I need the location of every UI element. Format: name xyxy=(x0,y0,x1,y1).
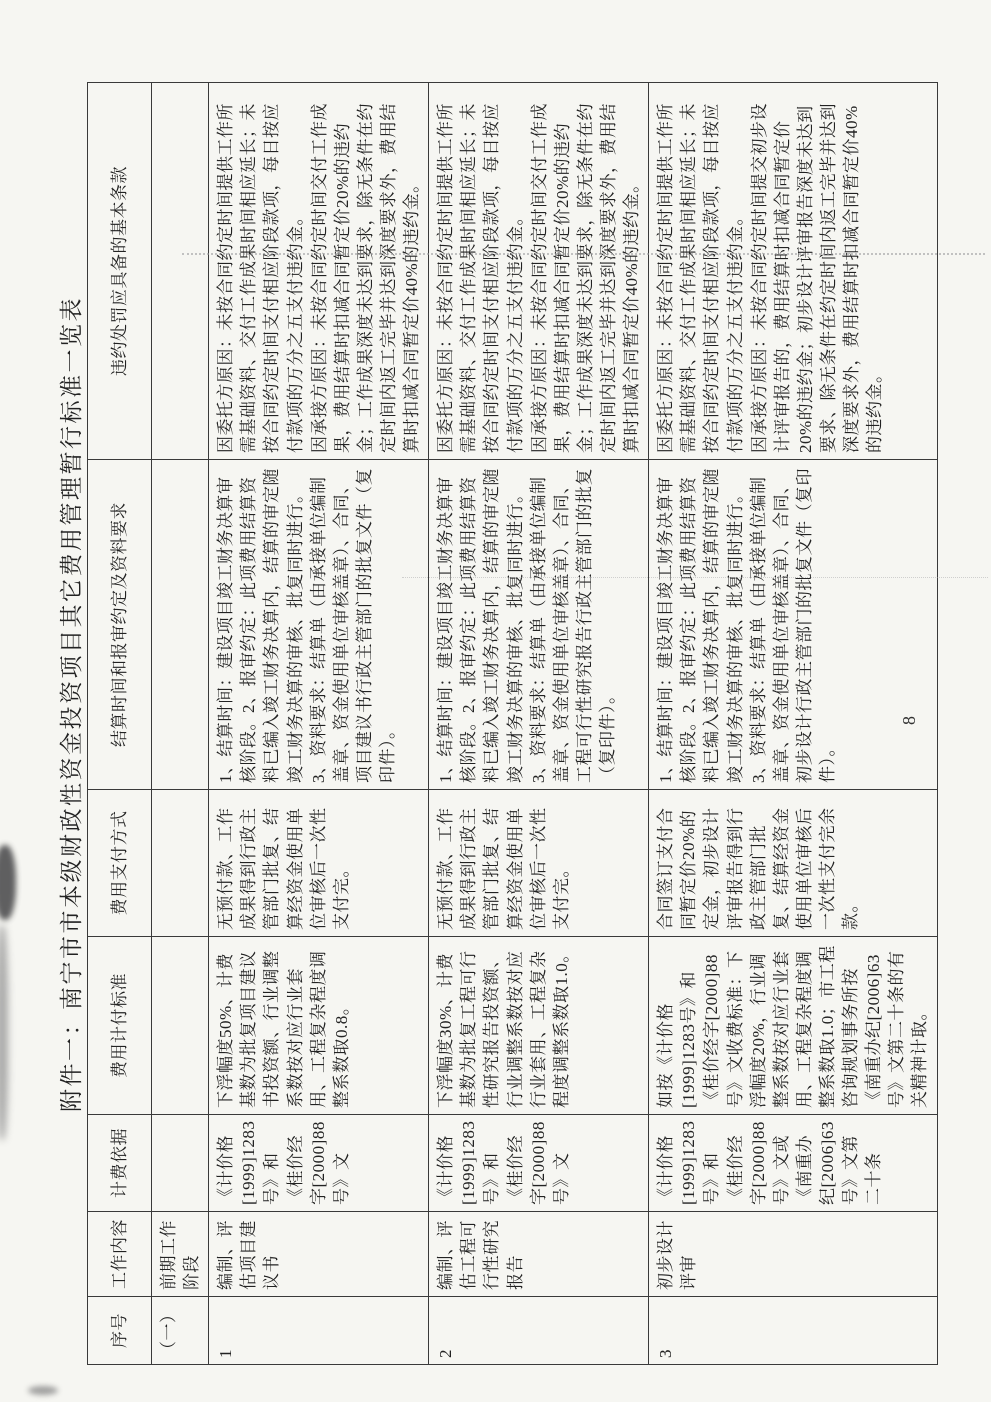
row-basis: 《计价格[1999]1283号》和《桂价经字[2000]88号》文 xyxy=(209,1115,429,1212)
row-seq: 1 xyxy=(209,1297,429,1365)
col-header-basis: 计费依据 xyxy=(88,1115,152,1212)
row-standard: 下浮幅度50%、计费基数为批复项目建议书投资额、行业调整系数按对应行业套用、工程复杂程度调整系数取0.8。 xyxy=(209,937,429,1115)
breach-contractor-clause: 因承接方原因：未按合同约定时间提交初步设计评审报告的，费用结算时扣减合同暂定价20%的违约金；初步设计评审报告深度未达到要求、除无条件在约定时间内返工完毕并达到深度要求外，费用结算时扣减合同暂定价40%的违约金。 xyxy=(749,103,885,453)
col-header-standard: 费用计付标准 xyxy=(88,937,152,1115)
col-header-settlement: 结算时间和报审约定及资料要求 xyxy=(88,460,152,790)
col-header-work: 工作内容 xyxy=(88,1212,152,1297)
binding-smudge xyxy=(0,845,16,920)
rotated-page xyxy=(55,75,935,1380)
category-no: （一） xyxy=(152,1297,209,1365)
fee-standard-table xyxy=(87,82,938,1365)
row-standard: 如按《计价格[1999]1283号》和《桂价经字[2000]88号》文收费标准：下浮幅度20%，行业调整系数按对应行业套用、工程复杂程度调整系数取1.0；市工程咨询规划事务所按《南重办纪[2006]63号》文第二十条的有关精神计取。 xyxy=(649,937,937,1115)
edge-smudge xyxy=(28,1386,58,1395)
row-payment: 合同签订支付合同暂定价20%的定金，初步设计评审报告得到行政主管部门批复、结算经资金使用单位审核后一次性支付完余款。 xyxy=(649,790,937,937)
category-label: 前期工作阶段 xyxy=(152,1212,209,1297)
header-row xyxy=(88,83,152,1365)
row-work: 初步设计评审 xyxy=(649,1212,937,1297)
row-seq: 3 xyxy=(649,1297,937,1365)
row-settlement: 1、结算时间：建设项目竣工财务决算审核阶段。2、报审约定：此项费用结算资料已编入竣工财务决算内，结算的审定随竣工财务决算的审核、批复同时进行。3、资料要求：结算单（由承接单位编制盖章、资金使用单位审核盖章）、合同、项目建议书行政主管部门的批复文件（复印件）。 xyxy=(209,460,429,790)
document-title: 附件一：南宁市市本级财政性资金投资项目其它费用管理暂行标准一览表 xyxy=(59,296,84,1112)
row-settlement: 1、结算时间：建设项目竣工财务决算审核阶段。2、报审约定：此项费用结算资料已编入竣工财务决算内，结算的审定随竣工财务决算的审核、批复同时进行。3、资料要求：结算单（由承接单位编制盖章、资金使用单位审核盖章）、合同、初步设计行政主管部门的批复文件（复印件）。 xyxy=(649,460,937,790)
scan-fold-dotted-line xyxy=(402,577,988,578)
table-row xyxy=(209,83,429,1365)
row-seq: 2 xyxy=(429,1297,649,1365)
row-standard: 下浮幅度30%、计费基数为批复工程可行性研究报告投资额、行业调整系数按对应行业套用、工程复杂程度调整系数取1.0。 xyxy=(429,937,649,1115)
breach-client-clause: 因委托方原因：未按合同约定时间提供工作所需基础资料、交付工作成果时间相应延长；未按合同约定时间支付相应阶段款项，每日按应付款项的万分之五支付违约金。 xyxy=(436,103,525,453)
breach-client-clause: 因委托方原因：未按合同约定时间提供工作所需基础资料、交付工作成果时间相应延长；未按合同约定时间支付相应阶段款项，每日按应付款项的万分之五支付违约金。 xyxy=(216,103,305,453)
table-row xyxy=(649,83,937,1365)
col-header-breach: 违约处罚应具备的基本条款 xyxy=(88,83,152,460)
binding-smudge xyxy=(0,925,8,1140)
row-work: 编制、评估工程可行性研究报告 xyxy=(429,1212,649,1297)
row-payment: 无预付款、工作成果得到行政主管部门批复、结算经资金使用单位审核后一次性支付完。 xyxy=(429,790,649,937)
row-breach xyxy=(429,83,649,460)
table-row xyxy=(429,83,649,1365)
category-row xyxy=(152,83,209,1365)
row-payment: 无预付款、工作成果得到行政主管部门批复、结算经资金使用单位审核后一次性支付完。 xyxy=(209,790,429,937)
breach-contractor-clause: 因承接方原因：未按合同约定时间交付工作成果，费用结算时扣减合同暂定价20%的违约金；工作成果深度未达到要求，除无条件在约定时间内返工完毕并达到深度要求外，费用结算时扣减合同暂定价40%的违约金。 xyxy=(309,103,422,453)
page-number: 8 xyxy=(899,716,919,725)
row-basis: 《计价格[1999]1283号》和《桂价经字[2000]88号》文 xyxy=(429,1115,649,1212)
scan-fold-dotted-line xyxy=(182,253,985,255)
row-breach xyxy=(209,83,429,460)
col-header-payment: 费用支付方式 xyxy=(88,790,152,937)
row-work: 编制、评估项目建议书 xyxy=(209,1212,429,1297)
row-settlement: 1、结算时间：建设项目竣工财务决算审核阶段。2、报审约定：此项费用结算资料已编入竣工财务决算内，结算的审定随竣工财务决算的审核、批复同时进行。3、资料要求：结算单（由承接单位编制盖章、资金使用单位审核盖章）、合同、工程可行性研究报告行政主管部门的批复（复印件）。 xyxy=(429,460,649,790)
col-header-seq: 序号 xyxy=(88,1297,152,1365)
row-breach xyxy=(649,83,937,460)
row-basis: 《计价格[1999]1283号》和《桂价经字[2000]88号》文或《南重办纪[2006]63号》文第二十条 xyxy=(649,1115,937,1212)
breach-contractor-clause: 因承接方原因：未按合同约定时间交付工作成果，费用结算时扣减合同暂定价20%的违约金；工作成果深度未达到要求，除无条件在约定时间内返工完毕并达到深度要求外，费用结算时扣减合同暂定价40%的违约金。 xyxy=(529,103,642,453)
breach-client-clause: 因委托方原因：未按合同约定时间提供工作所需基础资料、交付工作成果时间相应延长；未按合同约定时间支付相应阶段款项，每日按应付款项的万分之五支付违约金。 xyxy=(656,103,745,453)
